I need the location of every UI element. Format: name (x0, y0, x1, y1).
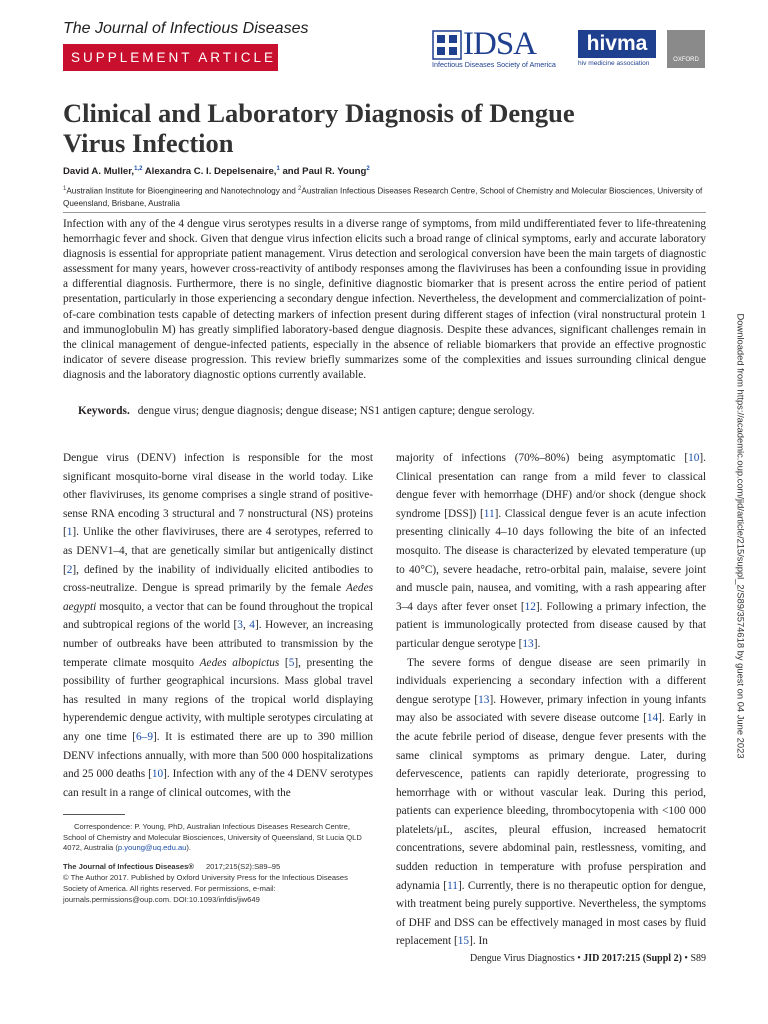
citation-link[interactable]: 10 (688, 452, 700, 464)
footnote-divider (63, 814, 125, 815)
page-footer: Dengue Virus Diagnostics • JID 2017:215 (Suppl 2) • S89 (470, 953, 706, 964)
citation-link[interactable]: 13 (522, 637, 534, 650)
abstract-divider (63, 212, 706, 213)
body-paragraph: Dengue virus (DENV) infection is responsible for the most significant mosquito-borne viral disease in the world today. Like other flaviviruses, its genome comprises a single strand of positive-sense RNA encoding 3 structural and 7 nonstructural (NS) proteins [1]. Unlike the other flaviviruses, there are 4 serotypes, referred to as DENV1–4, that are genetically similar but antigenically distinct [2], defined by the inability of individually elicited antibodies to cross-neutralize. Dengue is spread primarily by the female Aedes aegypti mosquito, a vector that can be found throughout the tropical and subtropical regions of the world [3, 4]. However, an increasing number of outbreaks have been attributed to transmission by the temperate climate mosquito Aedes albopictus [5], presenting the possibility of further geographical incursions. Mass global travel has resulted in many regions of the tropical world displaying hyperendemic dengue activity, with multiple serotypes circulating at any one time [6–9]. It is estimated there are up to 390 million DENV infections annually, with more than 500 000 hospitalizations and 25 000 deaths [10]. Infection with any of the 4 DENV serotypes can result in a range of clinical outcomes, with the (63, 452, 374, 799)
species-name: Aedes aegypti (63, 582, 373, 613)
correspondence-note: Correspondence: P. Young, PhD, Australian Infectious Diseases Research Centre, School of Chemistry and Molecular Biosciences, University of Queensland, St Lucia QLD 4072, Australia (p.young@uq.edu.au). (63, 822, 362, 853)
citation-link[interactable]: 6–9 (136, 730, 153, 743)
citation-link[interactable]: 4 (249, 619, 255, 632)
hivma-wordmark: hivma (578, 30, 656, 58)
hivma-tagline: hiv medicine association (578, 60, 650, 67)
citation-link[interactable]: 11 (483, 507, 495, 520)
copyright-notice: © The Author 2017. Published by Oxford University Press for the Infectious Diseases Society of America. All rights reserved. For permissions, e-mail: journals.permissions@oup.com. DOI:10.1093/infdis/jiw649 (63, 873, 348, 904)
hivma-logo (578, 30, 658, 70)
idsa-logo (432, 28, 572, 70)
species-name: Aedes albopictus (199, 656, 280, 669)
keywords-list: dengue virus; dengue diagnosis; dengue disease; NS1 antigen capture; dengue serology. (137, 405, 535, 417)
affiliation-number: 1 (63, 186, 67, 192)
idsa-emblem-icon (432, 30, 462, 60)
author-name: David A. Muller, (63, 166, 135, 178)
body-paragraph: The severe forms of dengue disease are seen primarily in individuals experiencing a secondary infection with a different dengue serotype [13]. However, primary infection in young infants may also be associated with severe disease outcome [14]. Early in the acute febrile period of disease, dengue fever presents with the same clinical symptoms as primary dengue. Later, during defervescence, patients can rapidly deteriorate, progressing to hemorrhage with or without vascular leak. During this period, patients can experience bleeding, thrombocytopenia with <100 000 platelets/μL, ascites, pleural effusion, increased hematocrit concentrations, severe abdominal pain, restlessness, vomiting, and sudden reduction in temperature with profuse perspiration and adynamia [11]. Currently, there is no therapeutic option for dengue, with treatment being purely supportive. Nevertheless, the symptoms of DHF and DSS can be effectively managed in most cases by fluid replacement [15]. In (396, 656, 706, 948)
citation-link[interactable]: 11 (447, 879, 458, 892)
idsa-tagline: Infectious Diseases Society of America (432, 60, 556, 69)
author-affiliation-ref[interactable]: 1,2 (134, 166, 143, 172)
keywords-label: Keywords. (78, 405, 130, 417)
body-column-right (396, 449, 706, 951)
article-title: Clinical and Laboratory Diagnosis of Dengue Virus Infection (63, 98, 575, 158)
affiliations (63, 183, 706, 210)
journal-citation: The Journal of Infectious Diseases® 2017;215(S2):S89–95 (63, 861, 281, 871)
citation-link[interactable]: 14 (646, 712, 659, 725)
affiliation-text: Australian Infectious Diseases Research Centre, School of Chemistry and Molecular Biosciences, University of Queensland, Brisbane, Australia (63, 186, 703, 208)
author-name: Alexandra C. I. Depelsenaire, (142, 166, 277, 178)
citation-link[interactable]: 2 (66, 563, 73, 576)
journal-volume: 2017;215(S2):S89–95 (205, 861, 281, 871)
download-watermark (734, 286, 748, 786)
affiliation-number: 2 (298, 186, 302, 192)
citation-link[interactable]: 13 (478, 693, 490, 706)
author-affiliation-ref[interactable]: 2 (366, 166, 370, 172)
citation-link[interactable]: 15 (457, 935, 470, 948)
footnote (63, 822, 373, 905)
author-list (63, 166, 370, 177)
author-name: and Paul R. Young (279, 166, 367, 178)
body-column-left (63, 449, 373, 802)
citation-link[interactable]: 3 (237, 619, 243, 632)
article-type-banner: SUPPLEMENT ARTICLE (63, 44, 278, 71)
footer-journal: JID 2017:215 (Suppl 2) (583, 953, 682, 964)
citation-link[interactable]: 1 (66, 526, 73, 539)
citation-link[interactable]: 10 (151, 768, 164, 781)
author-affiliation-ref[interactable]: 1 (276, 166, 280, 172)
body-paragraph: majority of infections (70%–80%) being asymptomatic [10]. Clinical presentation can range from a mild fever to classical dengue fever with hemorrhage (DHF) and/or shock (dengue shock syndrome [DSS]) [11]. Classical dengue fever is an acute infection presenting clinically 4–10 days following the bite of an infected mosquito. The disease is characterized by elevated temperature (up to 40°C), severe headache, retro-orbital pain, malaise, severe joint and muscle pain, nausea, and vomiting, with a rash appearing after 3–4 days after fever onset [12]. Following a primary infection, the patient is immunologically protected from disease caused by that particular dengue serotype [13]. (396, 452, 706, 650)
page-number: S89 (690, 953, 706, 964)
keywords (78, 405, 535, 417)
citation-link[interactable]: 5 (288, 656, 295, 669)
journal-name: The Journal of Infectious Diseases (63, 20, 309, 37)
affiliation-text: Australian Institute for Bioengineering and Nanotechnology and (66, 186, 299, 196)
running-title: Dengue Virus Diagnostics (470, 953, 575, 964)
idsa-wordmark: IDSA (463, 26, 537, 62)
citation-link[interactable]: 12 (524, 600, 536, 613)
download-note-text: Downloaded from https://academic.oup.com/jid/article/215/suppl_2/S89/3574618 by guest on 04 June 2023 (735, 313, 747, 759)
correspondence-email-link[interactable]: p.young@uq.edu.au (117, 843, 187, 853)
oxford-logo: OXFORD (667, 30, 705, 68)
abstract: Infection with any of the 4 dengue virus serotypes results in a diverse range of symptoms, from mild undifferentiated fever to life-threatening hemorrhagic fever and shock. Given that dengue virus infection elicits such a broad range of clinical symptoms, early and accurate laboratory diagnosis is essential for appropriate patient management. Virus detection and serological conversion have been the main targets of diagnostic assessment for many years, however cross-reactivity of antibody responses among the flaviviruses has been a confounding issue in providing a differential diagnosis. Furthermore, there is no single, definitive diagnostic biomarker that is present across the entire period of patient presentation, particularly in those experiencing a secondary dengue infection. Nevertheless, the development and commercialization of point-of-care combination tests capable of detecting markers of infection present during different stages of infection (viral nonstructural protein 1 and immunoglobulin M) has greatly simplified laboratory-based dengue diagnosis. Despite these advances, significant challenges remain in the clinical management of dengue-infected patients, especially in the absence of reliable biomarkers that provide an effective prognostic indicator of severe disease progression. This review briefly summarizes some of the complexities and issues surrounding clinical dengue diagnosis and the laboratory diagnostic options currently available. (63, 218, 706, 381)
